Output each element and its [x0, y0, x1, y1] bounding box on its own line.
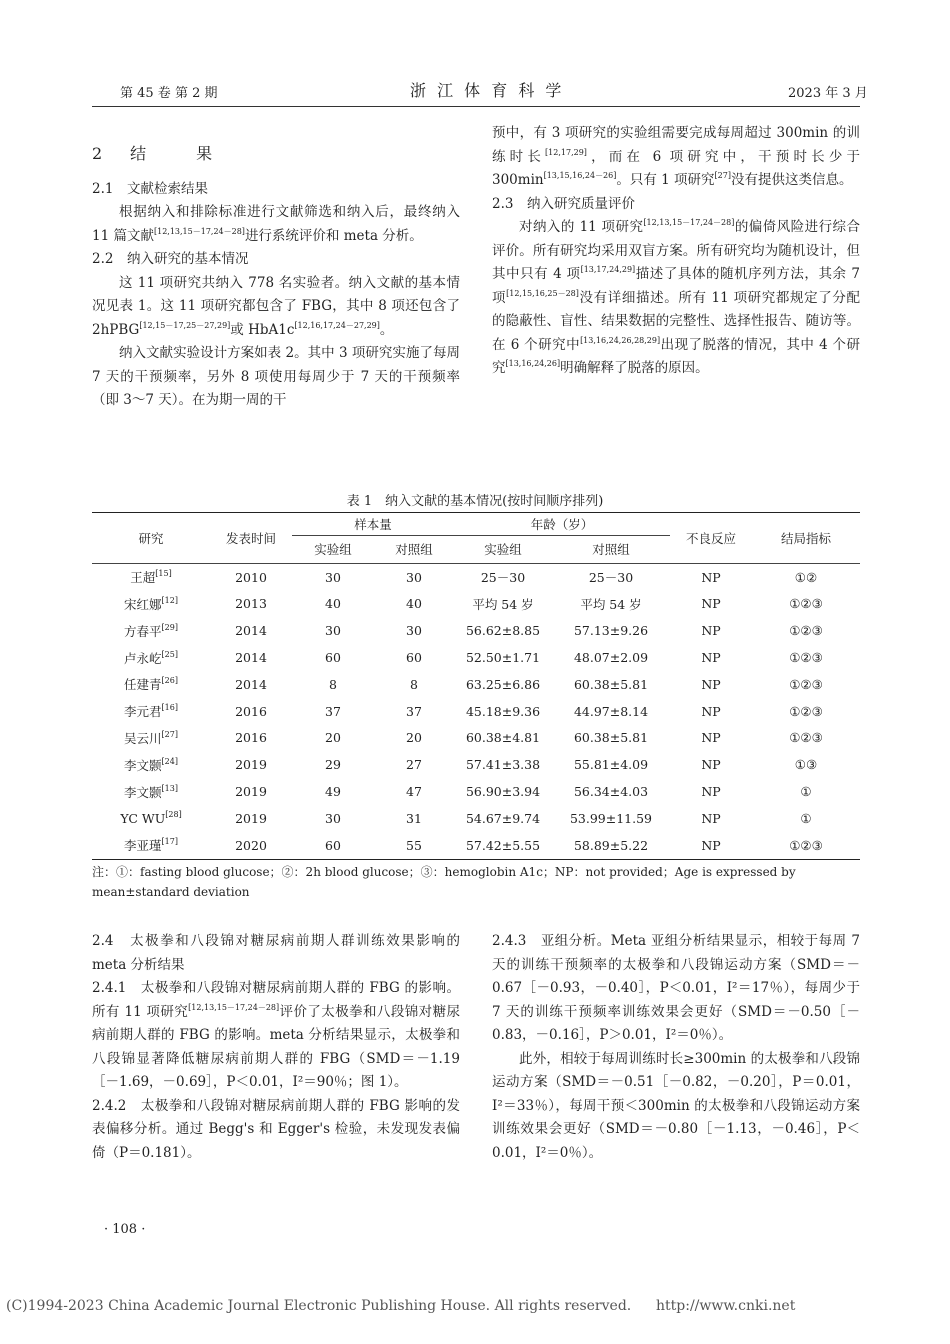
table-row: 李文颢[13] 2019 49 47 56.90±3.94 56.34±4.03 NP ① — [124, 783, 812, 800]
paragraph: 预中，有 3 项研究的实验组需要完成每周超过 300min 的训练时长[12,17,29]，而在 6 项研究中，干预时长少于 300min[13,15,16,24－26]。只有 1 项研究[27]没有提供这类信息。 — [492, 125, 861, 188]
subsection-2-2-title: 2.2 纳入研究的基本情况 — [92, 251, 249, 267]
paragraph: 2.4.3 亚组分析。Meta 亚组分析结果显示，相较于每周 7 天的训练干预频率的太极拳和八段锦运动方案（SMD＝－0.67［－0.93，－0.40］，P＜0.01，I²＝17％），每周少于 7 天的训练干预频率训练效果会更好（SMD＝－0.50［－0.83，－0.16］，P＞0.01，I²＝0％）。 — [492, 933, 860, 1043]
citation: [12,17,29] — [545, 147, 587, 157]
table-row: 李亚瑾[17] 2020 60 55 57.42±5.55 58.89±5.22 NP ①②③ — [124, 837, 823, 854]
table-note: 注：①：fasting blood glucose；②：2h blood glucose；③：hemoglobin A1c；NP：not provided；Age is expressed by mean±standard deviation — [92, 865, 796, 899]
col-header-sample-exp: 实验组 — [292, 536, 374, 564]
citation: [13,17,24,29] — [580, 265, 636, 274]
citation: [12,15－17,25－27,29] — [139, 320, 231, 330]
section-heading: 2 结 果 — [92, 144, 219, 163]
paragraph: 2.4.2 太极拳和八段锦对糖尿病前期人群的 FBG 影响的发表偏移分析。通过 Begg's 和 Egger's 检验，未发现发表偏倚（P＝0.181）。 — [92, 1097, 460, 1161]
paragraph: 2.4.1 太极拳和八段锦对糖尿病前期人群的 FBG 的影响。所有 11 项研究[12,13,15－17,24－28]评价了太极拳和八段锦对糖尿病前期人群的 FBG 的影响。meta 分析结果显示，太极拳和八段锦显著降低糖尿病前期人群的 FBG（SMD＝－1.19［－1.69，－0.69］，P＜0.01，I²＝90％；图 1）。 — [92, 980, 461, 1090]
col-header-adverse: 不良反应 — [670, 513, 752, 564]
subsection-2-1-title: 2.1 文献检索结果 — [92, 180, 208, 197]
col-header-year: 发表时间 — [210, 513, 292, 564]
paragraph: 对纳入的 11 项研究[12,13,15－17,24－28]的偏倚风险进行综合评价。所有研究均采用双盲方案。所有研究均为随机设计，但其中只有 4 项[13,17,24,29]描述了具体的随机序列方法，其余 7 项[12,15,16,25－28]没有详细描述。所有 11 项研究都规定了分配的隐蔽性、盲性、结果数据的完整性、选择性报告、随访等。在 6 个研究中[13,16,24,26,28,29]出现了脱落的情况，其中 4 个研究[13,16,24,26]明确解释了脱落的原因。 — [492, 218, 861, 376]
table-row: 方春平[29] 2014 30 30 56.62±8.85 57.13±9.26 NP ①②③ — [124, 622, 823, 639]
subsection-2-4-title: 2.4 太极拳和八段锦对糖尿病前期人群训练效果影响的 meta 分析结果 — [92, 933, 460, 973]
col-header-age-ctrl: 对照组 — [552, 536, 670, 564]
header-volume: 第 45 卷 第 2 期 — [120, 86, 218, 101]
study-table — [92, 512, 860, 860]
citation: [12,13,15－17,24－28] — [643, 218, 735, 227]
header-rule — [92, 106, 860, 107]
left-column — [92, 134, 460, 413]
footer-url[interactable]: http://www.cnki.net — [656, 1298, 796, 1314]
header-journal: 浙 江 体 育 科 学 — [410, 81, 565, 100]
citation: [12,16,17,24－27,29] — [294, 320, 380, 330]
table-row: 吴云川[27] 2016 20 20 60.38±4.81 60.38±5.81 NP ①②③ — [124, 729, 823, 746]
right-column — [492, 122, 860, 381]
col-header-outcome: 结局指标 — [752, 513, 860, 564]
citation: [13,15,16,24－26] — [543, 171, 617, 180]
table-row: 卢永屹[25] 2014 60 60 52.50±1.71 48.07±2.09 NP ①②③ — [124, 649, 823, 666]
citation: [27] — [714, 171, 731, 180]
col-header-sample-ctrl: 对照组 — [374, 536, 454, 564]
paragraph: 这 11 项研究共纳入 778 名实验者。纳入文献的基本情况见表 1。这 11 项研究都包含了 FBG，其中 8 项还包含了 2hPBG[12,15－17,25－27,29]或 HbA1c[12,16,17,24－27,29]。 — [92, 274, 460, 338]
lower-right-column — [492, 930, 860, 1165]
citation: [12,13,15－17,24－28] — [153, 226, 245, 236]
header-date: 2023 年 3 月 — [788, 86, 868, 101]
subsection-2-3-title: 2.3 纳入研究质量评价 — [492, 195, 635, 212]
paragraph: 此外，相较于每周训练时长≥300min 的太极拳和八段锦运动方案（SMD＝－0.51［－0.82，－0.20］，P＝0.01，I²＝33％），每周干预＜300min 的太极拳和八段锦运动方案训练效果会更好（SMD＝－0.80［－1.13，－0.46］，P＜0.01，I²＝0％）。 — [492, 1050, 860, 1161]
paragraph: 根据纳入和排除标准进行文献筛选和纳入后，最终纳入 11 篇文献[12,13,15－17,24－28]进行系统评价和 meta 分析。 — [92, 204, 460, 244]
col-header-sample: 样本量 — [292, 513, 454, 536]
footer-copyright: (C)1994-2023 China Academic Journal Electronic Publishing House. All rights reserved. — [6, 1298, 632, 1314]
citation: [13,16,24,26,28,29] — [580, 335, 661, 345]
table-row: 宋红娜[12] 2013 40 40 平均 54 岁 平均 54 岁 NP ①②③ — [124, 595, 823, 612]
page-number: · 108 · — [104, 1222, 146, 1237]
citation: [12,15,16,25－28] — [506, 288, 579, 298]
col-header-age: 年龄（岁） — [454, 513, 670, 536]
citation: [13,16,24,26] — [505, 359, 561, 368]
table-row: 李元君[16] 2016 37 37 45.18±9.36 44.97±8.14 NP ①②③ — [124, 703, 823, 720]
paragraph: 纳入文献实验设计方案如表 2。其中 3 项研究实施了每周 7 天的干预频率，另外 8 项使用每周少于 7 天的干预频率（即 3～7 天）。在为期一周的干 — [92, 345, 460, 408]
table-row: 王超[15] 2010 30 30 25－30 25－30 NP ①② — [130, 569, 818, 586]
col-header-study: 研究 — [92, 513, 210, 564]
table-caption: 表 1 纳入文献的基本情况(按时间顺序排列) — [346, 494, 604, 509]
table-row: YC WU[28] 2019 30 31 54.67±9.74 53.99±11.59 NP ① — [120, 809, 812, 826]
table-row: 李文颢[24] 2019 29 27 57.41±3.38 55.81±4.09 NP ①③ — [124, 756, 818, 773]
col-header-age-exp: 实验组 — [454, 536, 552, 564]
lower-left-column — [92, 930, 460, 1165]
table-row: 任建青[26] 2014 8 8 63.25±6.86 60.38±5.81 NP ①②③ — [124, 676, 823, 693]
citation: [12,13,15－17,24－28] — [188, 1002, 280, 1012]
